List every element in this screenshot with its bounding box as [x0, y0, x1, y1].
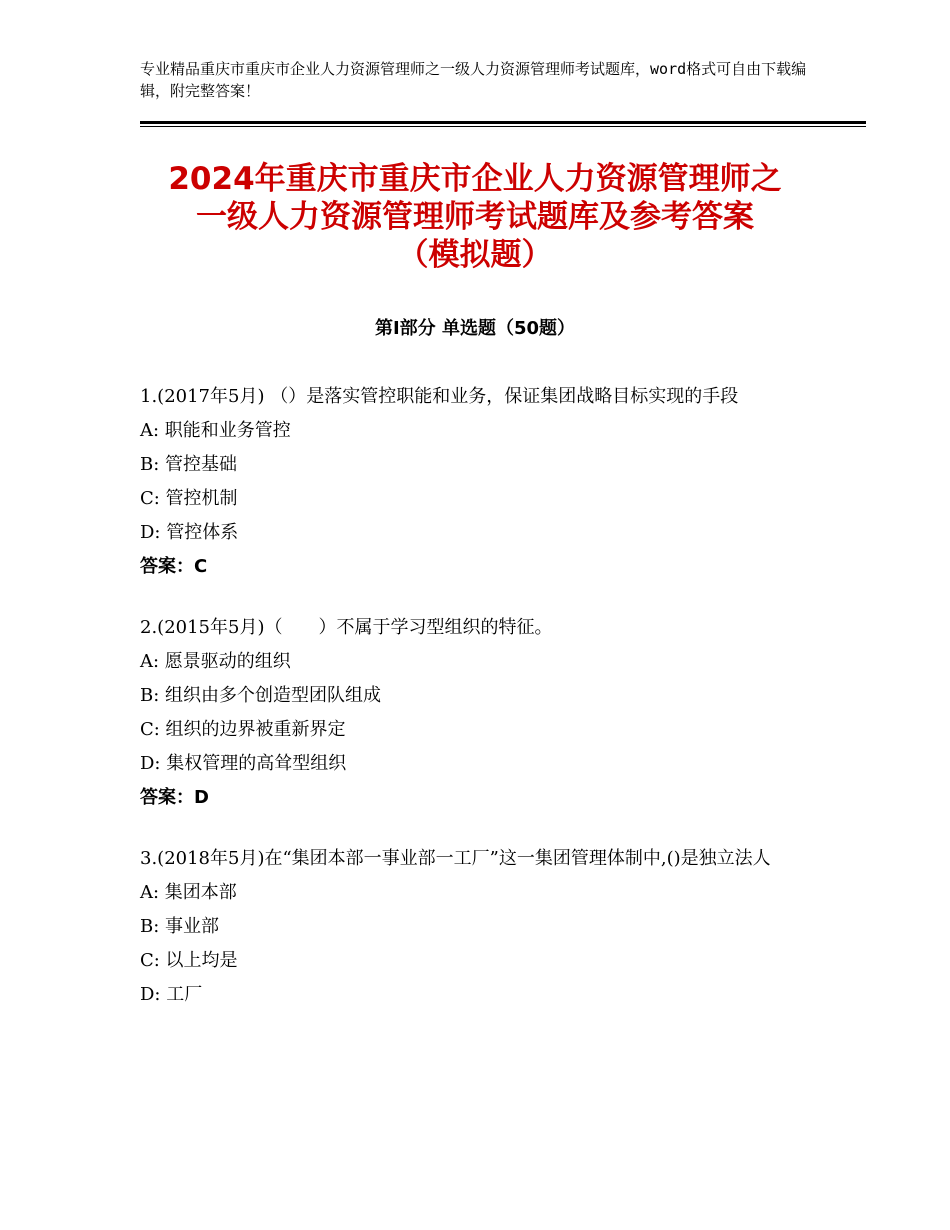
option-d: D: 工厂	[140, 984, 203, 1005]
option-a: A: 集团本部	[140, 882, 237, 903]
answer: 答案：D	[140, 787, 209, 808]
option-a: A: 愿景驱动的组织	[140, 651, 291, 672]
option-a: A: 职能和业务管控	[140, 420, 291, 441]
section-title: 第Ⅰ部分 单选题（50题）	[374, 318, 575, 339]
title-line-3: （模拟题）	[397, 237, 553, 273]
title-line-2: 一级人力资源管理师考试题库及参考答案	[196, 199, 754, 235]
option-b: B: 组织由多个创造型团队组成	[140, 685, 382, 706]
question-2	[140, 611, 820, 815]
document-title	[110, 160, 840, 274]
header-note: 专业精品重庆市重庆市企业人力资源管理师之一级人力资源管理师考试题库，word格式可自由下载编辑，附完整答案！	[140, 60, 807, 100]
title-line-1: 2024年重庆市重庆市企业人力资源管理师之	[168, 161, 782, 197]
question-stem: 1.(2017年5月) （）是落实管控职能和业务，保证集团战略目标实现的手段	[140, 386, 739, 407]
answer: 答案：C	[140, 556, 208, 577]
question-1	[140, 380, 820, 584]
question-stem: 3.(2018年5月)在“集团本部一事业部一工厂”这一集团管理体制中,()是独立法人	[140, 848, 771, 869]
option-b: B: 事业部	[140, 916, 220, 937]
question-3	[140, 842, 820, 1012]
header-divider-thick	[140, 121, 866, 124]
question-list	[140, 380, 820, 1039]
option-d: D: 集权管理的高耸型组织	[140, 753, 347, 774]
header-divider-thin	[140, 126, 866, 127]
option-c: C: 管控机制	[140, 488, 238, 509]
option-d: D: 管控体系	[140, 522, 239, 543]
option-b: B: 管控基础	[140, 454, 238, 475]
option-c: C: 以上均是	[140, 950, 238, 971]
option-c: C: 组织的边界被重新界定	[140, 719, 346, 740]
question-stem: 2.(2015年5月)（ ）不属于学习型组织的特征。	[140, 617, 553, 638]
